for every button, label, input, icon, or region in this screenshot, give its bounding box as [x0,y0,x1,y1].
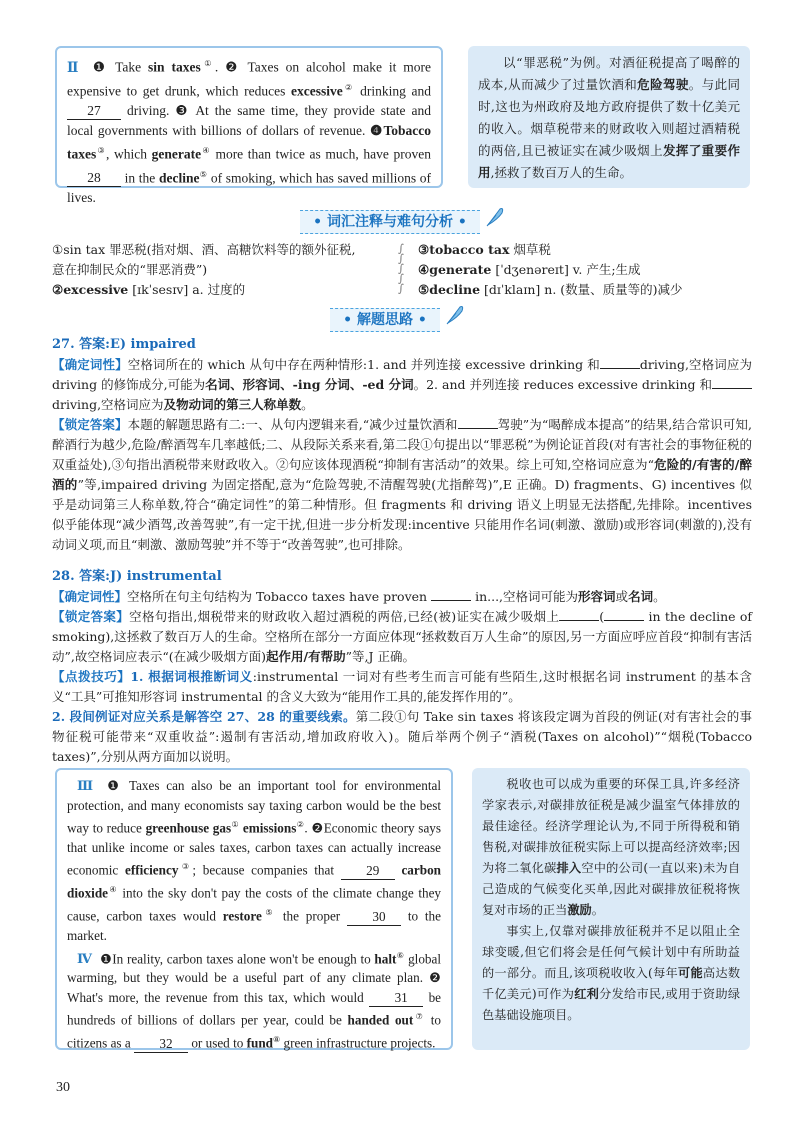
vocab-item-2: ②excessive [ɪkˈsesɪv] a. 过度的 [52,282,246,297]
roman-numeral-4: Ⅳ [77,950,93,966]
blank-32[interactable]: 32 [134,1036,188,1053]
roman-numeral-3: Ⅲ [77,778,97,793]
page-number: 30 [56,1080,70,1095]
vocab-item-3: ③tobacco tax 烟草税 [418,242,551,257]
blank-30[interactable]: 30 [347,909,401,926]
solution-27: 27. 答案:E) impaired 【确定词性】空格词所在的 which 从句中存在两种情形:1. and 并列连接 excessive drinking 和 driving,空格词应为 driving 的修饰成分,可能为名词、形容词、-ing 分词、-ed 分词。2. and 并列连接 reduces excessive drinking 和driving,空格词应为及物动词的第三人称单数。 【锁定答案】本题的解题思路有二:一、从句内逻辑来看,“减少过量饮酒和 驾驶”为“喝醉成本提高”的结果,结合常识可知,醉酒行为越少,危险/醉酒驾车几率越低;二、从段际关系来看,第二段①句提出以“罪恶税”为例论证首段(对有害社会的事物征税的双重益处),③句指出酒税带来财政收入。②句应该体现酒税“抑制有害活动”的效果。综上可知,空格词应意为“危险的/有害的/醉酒的”等,impaired driving 为固定搭配,意为“危险驾驶,不清醒驾驶(尤指醉驾)”,E 正确。D) fragments、G) incentives 似乎是动词第三人称单数,符合“确定词性”的第二种情形。但 fragments 和 driving 语义上明显无法搭配,先排除。incentives 似乎能体现“减少酒驾,改善驾驶”,有一定干扰,但进一步分析发现:incentive 只能用作名词(刺激、激励)或形容词(刺激的),没有动词义项,而且“刺激、激励驾驶”并不等于“改善驾驶”,也可排除。 [52,337,752,552]
banner-vocabulary: • 词汇注释与难句分析 • [300,210,480,234]
vocab-item-5: ⑤decline [dɪˈklaɪn] n. (数量、质量等的)减少 [418,282,683,297]
feather-pen-icon [444,303,466,325]
banner-solution: • 解题思路 • [330,308,440,332]
translation-paragraph-2: 以“罪恶税”为例。对酒征税提高了喝醉的成本,从而减少了过量饮酒和危险驾驶。与此同时,这也为州政府及地方政府提供了数十亿美元的收入。烟草税带来的财政收入则超过酒精税的两倍,且已被证实在减少吸烟上发挥了重要作用,拯救了数百万人的生命。 [468,46,750,188]
blank-28[interactable]: 28 [67,170,121,187]
blank-31[interactable]: 31 [369,990,423,1007]
vocab-item-1: ①sin tax 罪恶税(指对烟、酒、高糖饮料等的额外征税, [52,242,356,257]
passage-paragraphs-3-4 [55,768,453,1050]
feather-pen-icon [484,205,506,227]
translation-paragraphs-3-4: 税收也可以成为重要的环保工具,许多经济学家表示,对碳排放征税是减少温室气体排放的最佳途径。经济学理论认为,不同于所得税和销售税,对碳排放征税实际上可以提高经济效率;因为将二氧化碳排入空中的公司(一直以来)未为自己造成的气候变化买单,因此对碳排放征税将恢复对市场的正当激励。 事实上,仅靠对碳排放征税并不足以阻止全球变暖,但它们将会是任何气候计划中有所助益的一部分。而且,该项税收收入(每年可能高达数千亿美元)可作为红利分发给市民,或用于资助绿色基础设施项目。 [472,768,750,1050]
answer-27: 27. 答案:E) impaired [52,337,196,352]
blank-27[interactable]: 27 [67,103,121,120]
vocab-list-right [418,240,758,300]
roman-numeral-2: Ⅱ [67,59,82,75]
answer-28: 28. 答案:J) instrumental [52,569,222,584]
vocab-item-4: ④generate [ˈdʒenəreɪt] v. 产生;生成 [418,262,641,277]
solution-28: 28. 答案:J) instrumental 【确定词性】空格所在句主句结构为 Tobacco taxes have proven in...,空格词可能为形容词或名词。 【锁定答案】空格句指出,烟税带来的财政收入超过酒税的两倍,已经(被)证实在减少吸烟上 ( in the decline of smoking),这拯救了数百万人的生命。空格所在部分一方面应体现“拯救数百万人生命”的原因,另一方面应呼应首段“抑制有害活动”,故空格词应表示“(在减少吸烟方面)起作用/有帮助”等,J 正确。 【点拨技巧】1. 根据词根推断词义:instrumental 一词对有些考生而言可能有些陌生,这时根据名词 instrument 的基本含义“工具”可推知形容词 instrumental 的含义大致为“能用作工具的,能发挥作用的”。 2. 段间例证对应关系是解答空 27、28 的重要线索。第二段①句 Take sin taxes 将该段定调为首段的例证(对有害社会的事物征税可能带来“双重收益”:遏制有害活动,增加政府收入)。随后举两个例子“酒税(Taxes on alcohol)”“烟税(Tobacco taxes)”,分别从两方面加以说明。 [52,569,752,764]
passage-paragraph-4: Ⅳ ❶In reality, carbon taxes alone won't be enough to halt⑥ global warming, but they would be a useful part of any climate plan. ❷ What's more, the revenue from this tax, which would 31 be hundreds of billions of dollars per year, could be handed out⑦ to citizens as a 32 or used to fund⑧ green infrastructure projects. [67,950,442,1051]
passage-paragraph-2: Ⅱ ❶ Take sin taxes①. ❷ Taxes on alcohol make it more expensive to get drunk, which reduces excessive② drinking and 27 driving. ❸ At the same time, they provide state and local governments with billions of dollars of revenue. ❹Tobacco taxes③, which generate④ more than twice as much, have proven 28 in the decline⑤ of smoking, which has saved millions of lives. [55,46,443,188]
passage-paragraph-3: Ⅲ ❶ Taxes can also be an important tool for environmental protection, and many economists say taxing carbon would be the best way to reduce greenhouse gas① emissions②. ❷Economic theory says that unlike income or sales taxes, carbon taxes can actually increase economic efficiency③; because companies that 29 carbon dioxide④ into the sky don't pay the costs of the climate change they cause, carbon taxes would restore⑤ the proper 30 to the market. [67,778,442,944]
blank-29[interactable]: 29 [341,863,395,880]
vocab-list-left [52,240,392,300]
wave-divider: ∫ ∫ ∫ ∫ ∫ [398,242,404,295]
vocab-item-1b: 意在抑制民众的“罪恶消费”) [52,262,208,277]
